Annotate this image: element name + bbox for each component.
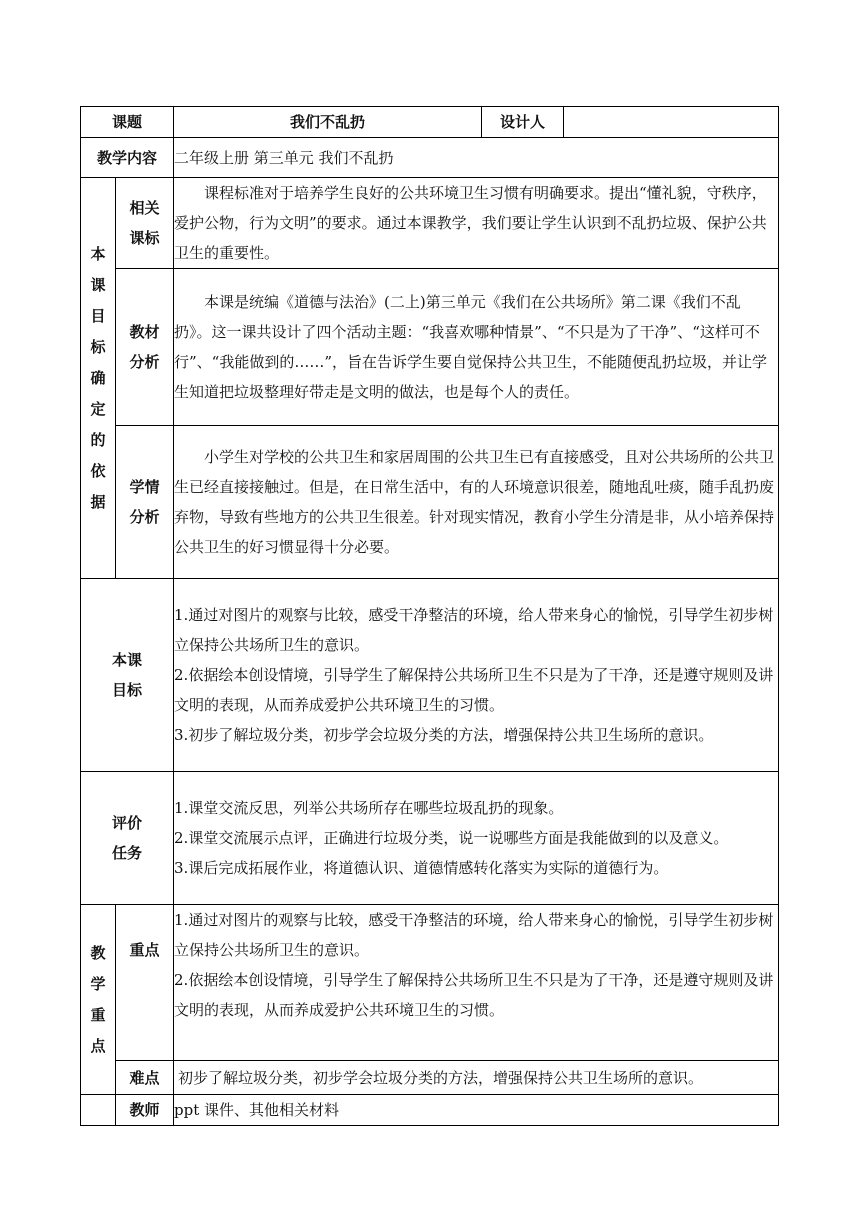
goals-list xyxy=(174,579,779,772)
basis-char: 依 xyxy=(90,461,106,480)
focus-group-label xyxy=(81,905,116,1095)
content-row xyxy=(81,138,779,178)
lesson-plan-table xyxy=(80,106,779,1126)
focus-char: 点 xyxy=(90,1036,106,1055)
evaluation-row xyxy=(81,772,779,905)
basis-char: 本 xyxy=(90,244,106,263)
basis-char: 的 xyxy=(90,430,106,449)
label-line: 学情 xyxy=(129,478,160,496)
label-line: 任务 xyxy=(112,844,143,862)
topic-value: 我们不乱扔 xyxy=(174,107,482,138)
difficulty-row xyxy=(81,1061,779,1095)
focus-char: 重 xyxy=(90,1005,106,1024)
basis-char: 定 xyxy=(90,399,106,418)
basis-group-label xyxy=(81,178,116,579)
topic-row xyxy=(81,107,779,138)
label-line: 评价 xyxy=(112,814,143,832)
topic-label: 课题 xyxy=(81,107,174,138)
students-text: 小学生对学校的公共卫生和家居周围的公共卫生已有直接感受，且对公共场所的公共卫生已经直接接触过。但是，在日常生活中，有的人环境意识很差，随地乱吐痰，随手乱扔废弃物，导致有些地方的公共卫生很差。针对现实情况，教育小学生分清是非，从小培养保持公共卫生的好习惯显得十分必要。 xyxy=(174,426,779,579)
resources-row xyxy=(81,1095,779,1126)
standards-label xyxy=(116,178,174,269)
evaluation-item: 1.课堂交流反思，列举公共场所存在哪些垃圾乱扔的现象。 xyxy=(174,799,564,817)
difficulty-label: 难点 xyxy=(116,1061,174,1095)
teacher-text: ppt 课件、其他相关材料 xyxy=(174,1095,779,1126)
designer-value xyxy=(564,107,779,138)
textbook-label xyxy=(116,269,174,426)
label-line: 分析 xyxy=(129,353,160,371)
teacher-label: 教师 xyxy=(116,1095,174,1126)
focus-char: 教 xyxy=(90,943,106,962)
label-line: 分析 xyxy=(129,508,160,526)
students-label xyxy=(116,426,174,579)
resources-blank xyxy=(81,1095,116,1126)
textbook-text: 本课是统编《道德与法治》(二上)第三单元《我们在公共场所》第二课《我们不乱扔》。这一课共设计了四个活动主题：“我喜欢哪种情景”、“不只是为了干净”、“这样可不行”、“我能做到的……”，旨在告诉学生要自觉保持公共卫生，不能随便乱扔垃圾，并让学生知道把垃圾整理好带走是文明的做法，也是每个人的责任。 xyxy=(174,269,779,426)
goal-item: 2.依据绘本创设情境，引导学生了解保持公共场所卫生不只是为了干净，还是遵守规则及讲文明的表现，从而养成爱护公共环境卫生的习惯。 xyxy=(174,666,774,714)
goals-label xyxy=(81,579,174,772)
key-points-row xyxy=(81,905,779,1061)
basis-char: 标 xyxy=(90,337,106,356)
label-line: 相关 xyxy=(129,199,160,217)
basis-row-students xyxy=(81,426,779,579)
label-line: 目标 xyxy=(112,681,143,699)
label-line: 课标 xyxy=(129,229,160,247)
designer-label: 设计人 xyxy=(482,107,564,138)
key-list xyxy=(174,905,779,1061)
label-line: 教材 xyxy=(129,323,160,341)
focus-char: 学 xyxy=(90,974,106,993)
goal-item: 3.初步了解垃圾分类，初步学会垃圾分类的方法，增强保持公共卫生场所的意识。 xyxy=(174,726,714,744)
evaluation-label xyxy=(81,772,174,905)
standards-text: 课程标准对于培养学生良好的公共环境卫生习惯有明确要求。提出“懂礼貌，守秩序，爱护公物，行为文明”的要求。通过本课教学，我们要让学生认识到不乱扔垃圾、保护公共卫生的重要性。 xyxy=(174,178,779,269)
goal-item: 1.通过对图片的观察与比较，感受干净整洁的环境，给人带来身心的愉悦，引导学生初步树立保持公共场所卫生的意识。 xyxy=(174,606,774,654)
goals-row xyxy=(81,579,779,772)
label-line: 本课 xyxy=(112,651,143,669)
basis-char: 据 xyxy=(90,492,106,511)
evaluation-item: 3.课后完成拓展作业，将道德认识、道德情感转化落实为实际的道德行为。 xyxy=(174,859,669,877)
basis-char: 目 xyxy=(90,306,106,325)
basis-char: 课 xyxy=(90,275,106,294)
basis-row-textbook xyxy=(81,269,779,426)
key-item: 2.依据绘本创设情境，引导学生了解保持公共场所卫生不只是为了干净，还是遵守规则及讲文明的表现，从而养成爱护公共环境卫生的习惯。 xyxy=(174,971,774,1019)
basis-row-standards xyxy=(81,178,779,269)
content-label: 教学内容 xyxy=(81,138,174,178)
key-label: 重点 xyxy=(116,905,174,1061)
evaluation-list xyxy=(174,772,779,905)
key-item: 1.通过对图片的观察与比较，感受干净整洁的环境，给人带来身心的愉悦，引导学生初步树立保持公共场所卫生的意识。 xyxy=(174,911,774,959)
difficulty-text: 初步了解垃圾分类，初步学会垃圾分类的方法，增强保持公共卫生场所的意识。 xyxy=(174,1061,779,1095)
evaluation-item: 2.课堂交流展示点评，正确进行垃圾分类，说一说哪些方面是我能做到的以及意义。 xyxy=(174,829,729,847)
content-value: 二年级上册 第三单元 我们不乱扔 xyxy=(174,138,779,178)
basis-char: 确 xyxy=(90,368,106,387)
